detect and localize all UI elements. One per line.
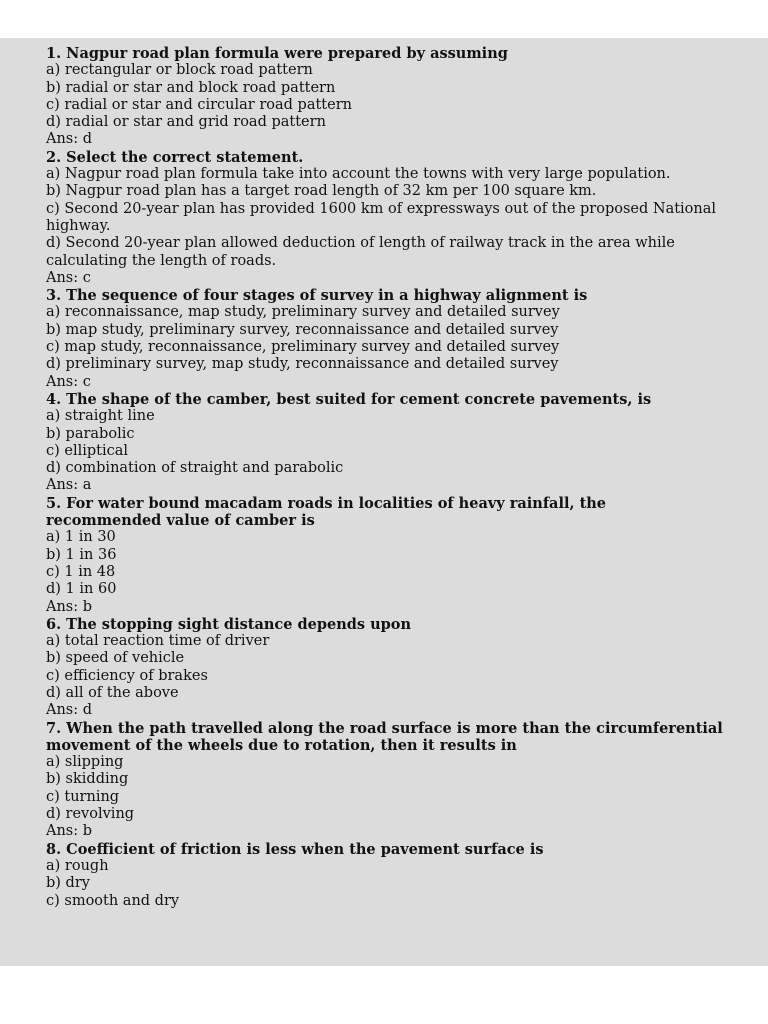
q4-option-a: a) straight line xyxy=(46,408,155,425)
q6-option-d: d) all of the above xyxy=(46,684,179,701)
q6-answer: Ans: d xyxy=(46,702,93,719)
document-content xyxy=(46,45,726,910)
q5-answer: Ans: b xyxy=(46,598,93,615)
q3-answer: Ans: c xyxy=(46,373,91,390)
q4-option-b: b) parabolic xyxy=(46,425,135,442)
q1-option-c: c) radial or star and circular road pattern xyxy=(46,96,352,113)
question-7: 7. When the path travelled along the road surface is more than the circumferential movement of the wheels due to rotation, then it results in xyxy=(46,719,723,754)
question-4: 4. The shape of the camber, best suited for cement concrete pavements, is xyxy=(46,390,652,408)
q2-option-b: b) Nagpur road plan has a target road length of 32 km per 100 square km. xyxy=(46,183,597,200)
q4-answer: Ans: a xyxy=(46,477,92,494)
q2-answer: Ans: c xyxy=(46,269,91,286)
q1-answer: Ans: d xyxy=(46,131,93,148)
q7-option-b: b) skidding xyxy=(46,771,129,788)
q2-option-a: a) Nagpur road plan formula take into account the towns with very large population. xyxy=(46,166,671,183)
q7-option-c: c) turning xyxy=(46,788,120,805)
q2-option-d: d) Second 20-year plan allowed deduction of length of railway track in the area while calculating the length of roads. xyxy=(46,235,675,269)
q4-option-c: c) elliptical xyxy=(46,442,129,459)
q5-option-c: c) 1 in 48 xyxy=(46,563,116,580)
q5-option-d: d) 1 in 60 xyxy=(46,581,117,598)
question-6: 6. The stopping sight distance depends upon xyxy=(46,615,411,633)
q6-option-c: c) efficiency of brakes xyxy=(46,667,208,684)
q1-option-b: b) radial or star and block road pattern xyxy=(46,79,336,96)
question-1: 1. Nagpur road plan formula were prepared by assuming xyxy=(46,45,508,62)
q8-option-c: c) smooth and dry xyxy=(46,892,180,909)
q6-option-b: b) speed of vehicle xyxy=(46,650,185,667)
q3-option-b: b) map study, preliminary survey, reconnaissance and detailed survey xyxy=(46,321,559,338)
q1-option-d: d) radial or star and grid road pattern xyxy=(46,114,326,131)
q3-option-c: c) map study, reconnaissance, preliminary survey and detailed survey xyxy=(46,339,560,356)
q5-option-a: a) 1 in 30 xyxy=(46,529,116,546)
q2-option-c: c) Second 20-year plan has provided 1600 km of expressways out of the proposed National highway. xyxy=(46,200,717,234)
question-3: 3. The sequence of four stages of survey in a highway alignment is xyxy=(46,287,588,305)
q7-option-d: d) revolving xyxy=(46,806,135,823)
q8-option-a: a) rough xyxy=(46,857,109,874)
q8-option-b: b) dry xyxy=(46,875,90,892)
question-2: 2. Select the correct statement. xyxy=(46,148,304,166)
q1-option-a: a) rectangular or block road pattern xyxy=(46,62,313,79)
q7-option-a: a) slipping xyxy=(46,754,124,771)
q6-option-a: a) total reaction time of driver xyxy=(46,633,270,650)
q7-answer: Ans: b xyxy=(46,823,93,840)
q5-option-b: b) 1 in 36 xyxy=(46,546,117,563)
q3-option-a: a) reconnaissance, map study, preliminary survey and detailed survey xyxy=(46,304,560,321)
q3-option-d: d) preliminary survey, map study, reconnaissance and detailed survey xyxy=(46,356,559,373)
question-5: 5. For water bound macadam roads in localities of heavy rainfall, the recommended value of camber is xyxy=(46,494,607,530)
question-8: 8. Coefficient of friction is less when the pavement surface is xyxy=(46,840,544,858)
q4-option-d: d) combination of straight and parabolic xyxy=(46,460,344,477)
